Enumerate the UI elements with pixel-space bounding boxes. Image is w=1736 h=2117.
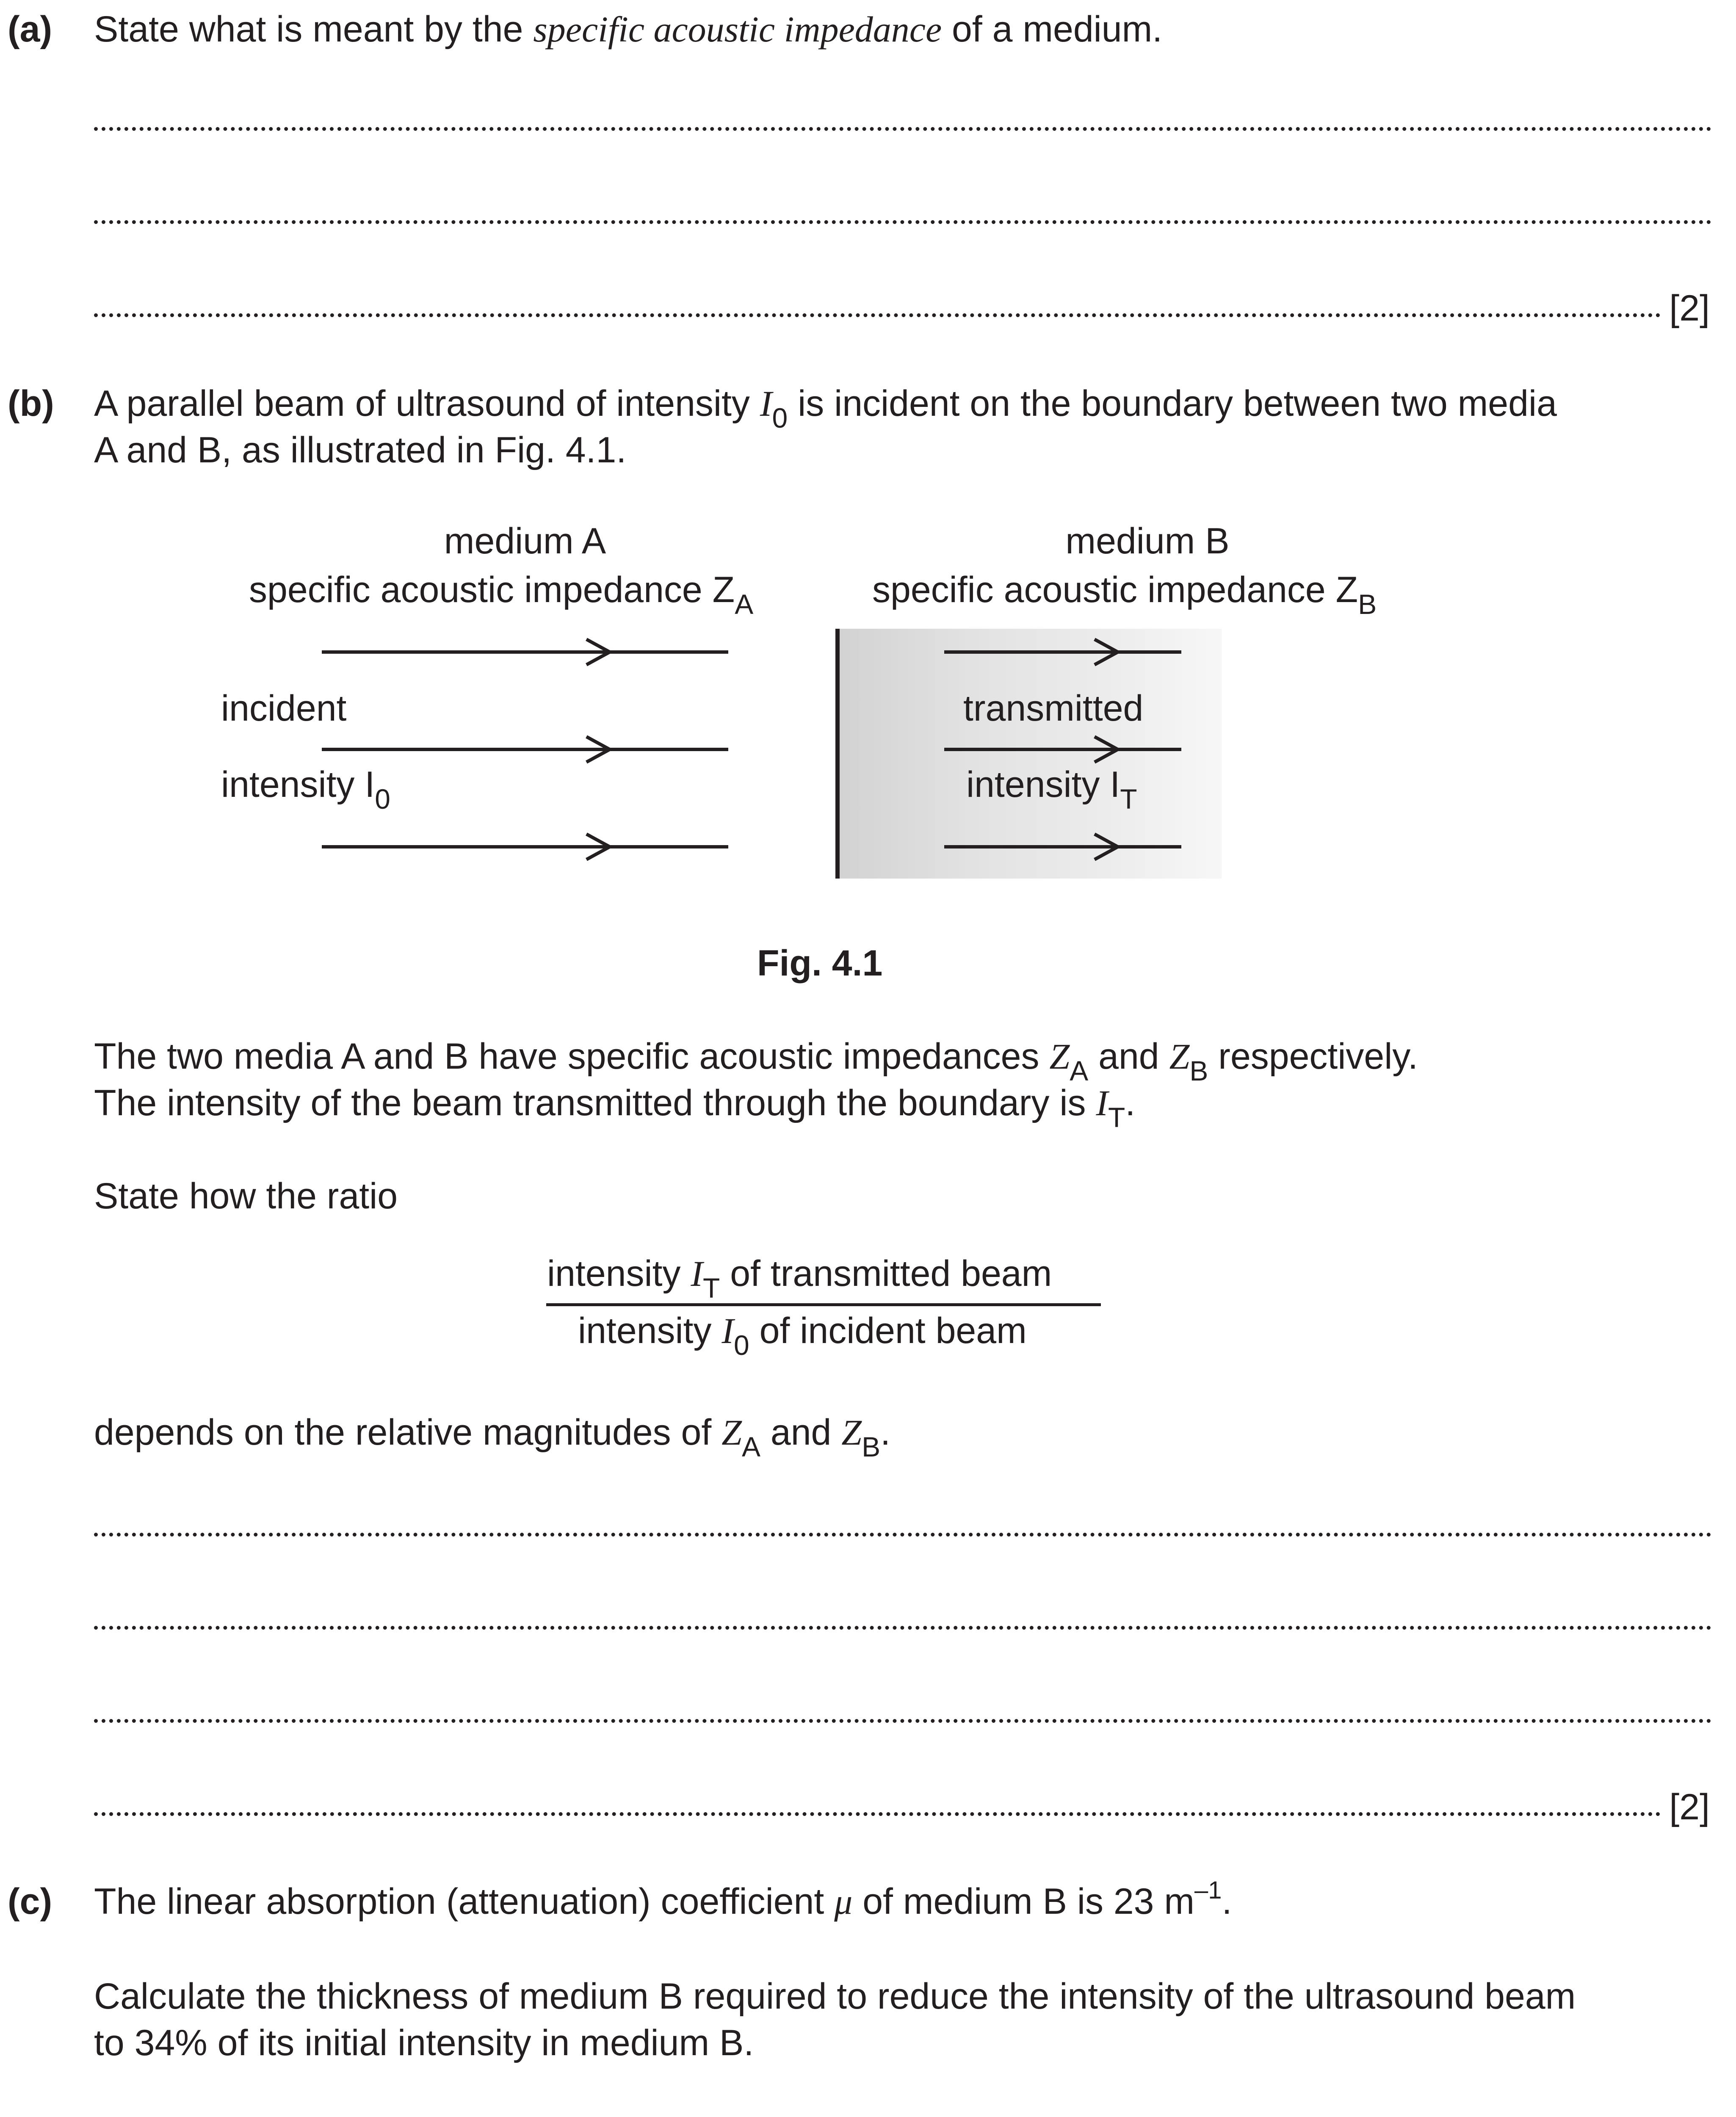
numerator-end: of transmitted beam — [720, 1253, 1052, 1294]
depends-sub-b: B — [862, 1431, 881, 1462]
impedance-b-label — [872, 569, 1377, 620]
part-a-label: (a) — [8, 9, 53, 50]
impedance-a-text: specific acoustic impedance Z — [249, 569, 735, 610]
part-c-line2: Calculate the thickness of medium B required to reduce the intensity of the ultrasound beam — [94, 1976, 1576, 2017]
impedance-a-label — [249, 569, 754, 620]
part-a-text: State what is meant by the — [94, 9, 534, 50]
part-c-line3: to 34% of its initial intensity in medium B. — [94, 2023, 754, 2063]
part-b-para1 — [94, 1036, 1418, 1086]
part-b-line1-end: is incident on the boundary between two media — [788, 383, 1557, 424]
para1-text: The two media A and B have specific acoustic impedances — [94, 1036, 1050, 1077]
figure-caption: Fig. 4.1 — [757, 943, 883, 984]
impedance-b-text: specific acoustic impedance Z — [872, 569, 1358, 610]
ratio-numerator — [547, 1253, 1052, 1304]
part-b-para2 — [94, 1083, 1136, 1133]
transmitted-intensity-text: intensity I — [966, 764, 1120, 805]
medium-b-region — [836, 629, 1222, 879]
incident-label: incident — [221, 688, 347, 729]
ratio-denominator — [578, 1310, 1027, 1361]
para1-z-a: Z — [1049, 1036, 1070, 1077]
denominator-text: intensity — [578, 1310, 722, 1351]
part-a-text-end: of a medium. — [942, 9, 1163, 50]
para2-end: . — [1125, 1083, 1136, 1123]
para1-sub-a: A — [1070, 1055, 1089, 1086]
answer-line-b2[interactable] — [94, 1626, 1711, 1630]
transmitted-intensity-label — [966, 764, 1137, 815]
depends-z-a: Z — [721, 1412, 742, 1453]
impedance-a-subscript: A — [735, 589, 754, 620]
fraction-bar — [546, 1303, 1101, 1306]
depends-and: and — [760, 1412, 842, 1453]
intensity-symbol: I — [760, 383, 772, 424]
answer-line-b4[interactable] — [94, 1812, 1661, 1816]
numerator-symbol: I — [691, 1253, 703, 1294]
denominator-end: of incident beam — [749, 1310, 1027, 1351]
impedance-b-subscript: B — [1358, 589, 1377, 620]
denominator-symbol: I — [721, 1310, 734, 1351]
figure-4-1 — [0, 0, 1736, 889]
medium-b-label: medium B — [1065, 521, 1230, 561]
para1-sub-b: B — [1189, 1055, 1208, 1086]
depends-end: . — [880, 1412, 891, 1453]
numerator-text: intensity — [547, 1253, 691, 1294]
part-a-marks: [2] — [1669, 288, 1710, 329]
para1-end: respectively. — [1208, 1036, 1418, 1077]
incident-intensity-label — [221, 764, 390, 815]
answer-line-b3[interactable] — [94, 1719, 1711, 1723]
para2-symbol: I — [1096, 1083, 1108, 1123]
part-b-marks: [2] — [1669, 1787, 1710, 1827]
part-c-line1-value: of medium B is 23 m — [852, 1881, 1195, 1922]
part-b-line2: A and B, as illustrated in Fig. 4.1. — [94, 430, 627, 470]
depends-line — [94, 1412, 891, 1462]
para1-z-b: Z — [1169, 1036, 1190, 1077]
unit-exponent: –1 — [1194, 1877, 1222, 1904]
depends-sub-a: A — [741, 1431, 760, 1462]
depends-text: depends on the relative magnitudes of — [94, 1412, 722, 1453]
part-c-label: (c) — [8, 1881, 53, 1922]
part-a-emphasis: specific acoustic impedance — [533, 9, 942, 50]
part-b-label: (b) — [8, 383, 54, 424]
numerator-subscript: T — [703, 1272, 720, 1304]
para2-subscript: T — [1108, 1102, 1125, 1133]
incident-intensity-text: intensity I — [221, 764, 375, 805]
answer-line-b1[interactable] — [94, 1533, 1711, 1537]
incident-intensity-subscript: 0 — [375, 783, 390, 815]
transmitted-intensity-subscript: T — [1120, 783, 1137, 815]
incident-arrows — [322, 639, 728, 860]
transmitted-label: transmitted — [963, 688, 1144, 729]
part-b-line1-text: A parallel beam of ultrasound of intensity — [94, 383, 760, 424]
para1-and: and — [1088, 1036, 1169, 1077]
medium-a-label: medium A — [444, 521, 606, 561]
mu-symbol: μ — [834, 1881, 853, 1922]
denominator-subscript: 0 — [734, 1329, 749, 1361]
part-c-line1 — [94, 1877, 1232, 1922]
ratio-intro: State how the ratio — [94, 1176, 398, 1216]
para2-text: The intensity of the beam transmitted through the boundary is — [94, 1083, 1096, 1123]
intensity-subscript: 0 — [772, 402, 788, 434]
part-c-line1-end: . — [1222, 1881, 1232, 1922]
part-c-line1-text: The linear absorption (attenuation) coefficient — [94, 1881, 835, 1922]
depends-z-b: Z — [841, 1412, 862, 1453]
